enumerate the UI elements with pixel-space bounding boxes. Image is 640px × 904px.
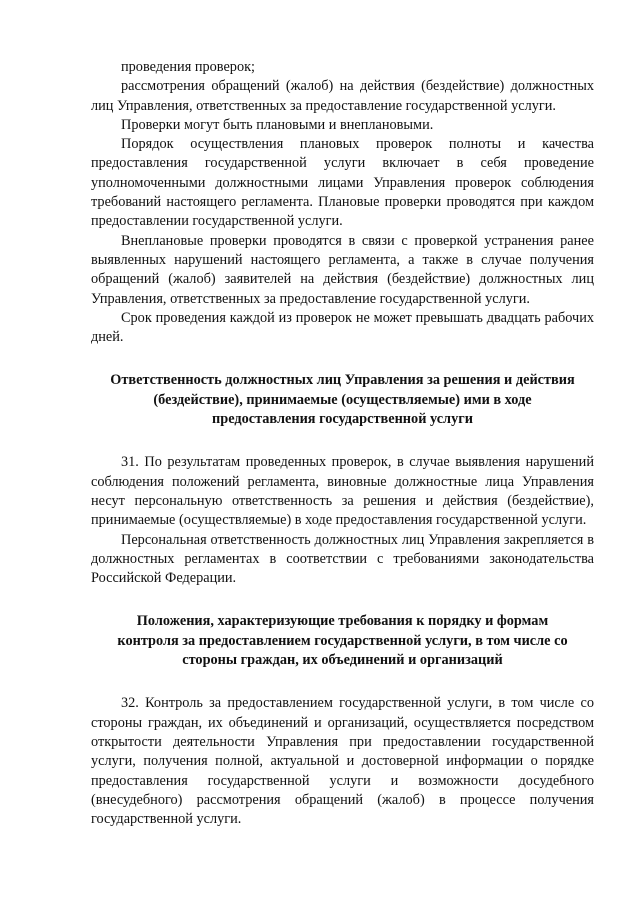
paragraph: проведения проверок; bbox=[121, 59, 256, 75]
paragraph: Внеплановые проверки проводятся в связи с проверкой устранения ранее выявленных нарушений настоящего регламента, а также в случае получения обращений (жалоб) заявителей на действия (бездействие) должностных лиц Управления, ответственных за предоставление государственной услуги. bbox=[91, 232, 594, 307]
paragraph: 32. Контроль за предоставлением государственной услуги, в том числе со стороны граждан, их объединений и организаций, осуществляется посредством открытости деятельности Управления при предоставлении государственной услуги, получения полной, актуальной и достоверной информации о порядке предоставления государственной услуги и возможности досудебного (внесудебного) рассмотрения обращений (жалоб) в процессе получения государственной услуги. bbox=[91, 695, 594, 828]
spacer bbox=[91, 670, 594, 694]
document-page bbox=[91, 58, 594, 829]
spacer bbox=[91, 347, 594, 371]
paragraph: 31. По результатам проведенных проверок, в случае выявления нарушений соблюдения положений регламента, виновные должностные лица Управления несут персональную ответственность за решения и действия (бездействие), принимаемые (осуществляемые) в ходе предоставления государственной услуги. bbox=[91, 454, 594, 529]
paragraph: рассмотрения обращений (жалоб) на действия (бездействие) должностных лиц Управления, ответственных за предоставление государственной услуги. bbox=[91, 78, 594, 114]
paragraph: Проверки могут быть плановыми и внеплановыми. bbox=[121, 116, 434, 133]
spacer bbox=[91, 588, 594, 612]
paragraph: Персональная ответственность должностных лиц Управления закрепляется в должностных регламентах в соответствии с требованиями законодательства Российской Федерации. bbox=[91, 531, 594, 587]
section-heading-responsibility: Ответственность должностных лиц Управления за решения и действия (бездействие), принимаемые (осуществляемые) ими в ходе предоставления государственной услуги bbox=[110, 372, 575, 428]
section-heading-control: Положения, характеризующие требования к порядку и формам контроля за предоставлением государственной услуги, в том числе со стороны граждан, их объединений и организаций bbox=[117, 613, 568, 669]
paragraph: Порядок осуществления плановых проверок полноты и качества предоставления государственной услуги включает в себя проведение уполномоченными должностными лицами Управления проверок соблюдения требований настоящего регламента. Плановые проверки проводятся при каждом предоставлении государственной услуги. bbox=[91, 136, 594, 230]
spacer bbox=[91, 429, 594, 453]
paragraph: Срок проведения каждой из проверок не может превышать двадцать рабочих дней. bbox=[91, 309, 594, 346]
